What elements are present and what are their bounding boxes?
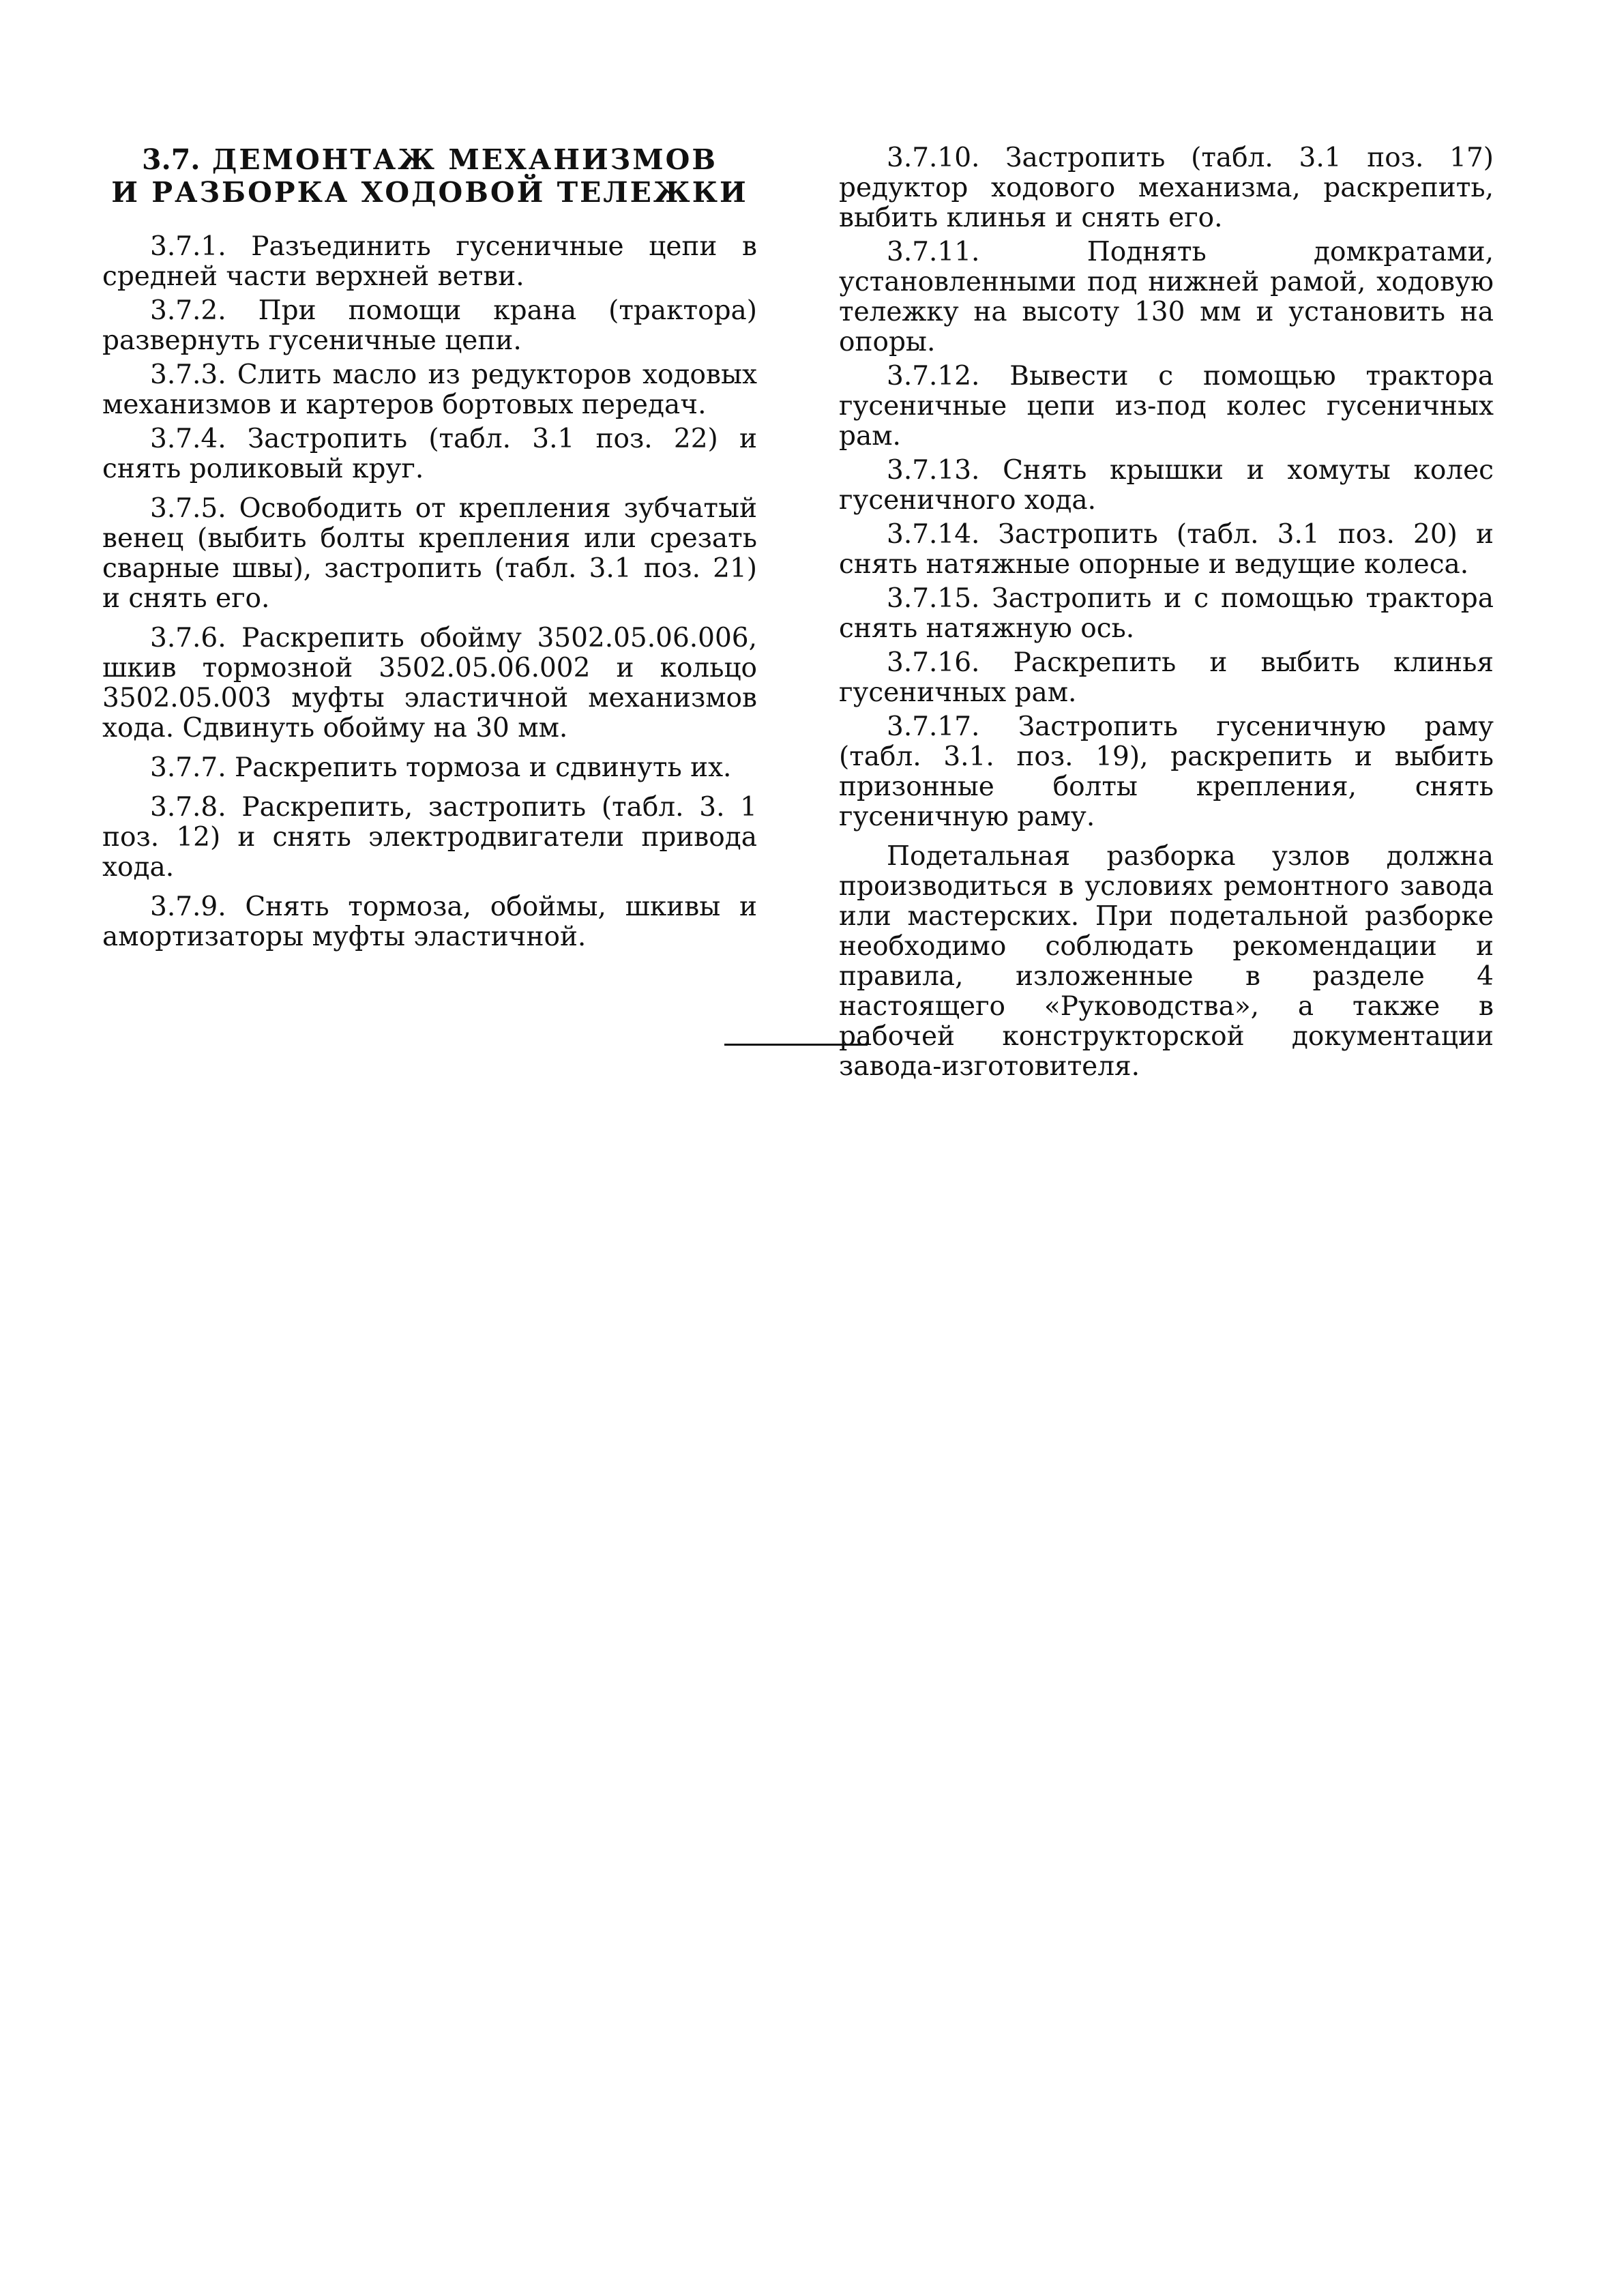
paragraph-3-7-7: 3.7.7. Раскрепить тормоза и сдвинуть их. [150, 752, 732, 783]
paragraph-3-7-17: 3.7.17. Застропить гусеничную раму (табл. 3.1. поз. 19), раскрепить и выбить призонные болты крепления, снять гусеничную раму. [839, 711, 1494, 832]
paragraph-3-7-1: 3.7.1. Разъединить гусеничные цепи в средней части верхней ветви. [102, 231, 757, 292]
paragraph-3-7-14: 3.7.14. Застропить (табл. 3.1 поз. 20) и снять натяжные опорные и ведущие колеса. [839, 519, 1494, 580]
paragraph-3-7-4: 3.7.4. Застропить (табл. 3.1 поз. 22) и снять роликовый круг. [102, 424, 757, 484]
paragraph-3-7-12: 3.7.12. Вывести с помощью трактора гусеничные цепи из-под колес гусеничных рам. [839, 361, 1494, 452]
paragraph-3-7-11: 3.7.11. Поднять домкратами, установленными под нижней рамой, ходовую тележку на высоту 130 мм и установить на опоры. [839, 237, 1494, 357]
paragraph-3-7-5: 3.7.5. Освободить от крепления зубчатый венец (выбить болты крепления или срезать сварные швы), застропить (табл. 3.1 поз. 21) и снять его. [102, 493, 757, 614]
paragraph-3-7-16: 3.7.16. Раскрепить и выбить клинья гусеничных рам. [839, 647, 1494, 708]
paragraph-3-7-8: 3.7.8. Раскрепить, застропить (табл. 3. 1 поз. 12) и снять электродвигатели привода хода. [102, 792, 757, 883]
paragraph-3-7-10: 3.7.10. Застропить (табл. 3.1 поз. 17) редуктор ходового механизма, раскрепить, выбить клинья и снять его. [839, 143, 1494, 233]
paragraph-3-7-15: 3.7.15. Застропить и с помощью трактора снять натяжную ось. [839, 583, 1494, 644]
section-number: 3.7. [141, 143, 201, 176]
paragraph-3-7-6: 3.7.6. Раскрепить обойму 3502.05.06.006, шкив тормозной 3502.05.06.002 и кольцо 3502.05.003 муфты эластичной механизмов хода. Сдвинуть обойму на 30 мм. [102, 623, 757, 744]
right-column [839, 143, 1494, 1086]
section-heading-line-1 [102, 143, 757, 176]
paragraph-disassembly-note: Подетальная разборка узлов должна производиться в условиях ремонтного завода или мастерских. При подетальной разборке необходимо соблюдать рекомендации и правила, изложенные в разделе 4 настоящего «Руководства», а также в рабочей конструкторской документации завода-изготовителя. [839, 841, 1494, 1082]
paragraph-3-7-2: 3.7.2. При помощи крана (трактора) развернуть гусеничные цепи. [102, 295, 757, 356]
left-column [102, 143, 757, 956]
section-title-line-1: ДЕМОНТАЖ МЕХАНИЗМОВ [211, 143, 718, 176]
paragraph-3-7-3: 3.7.3. Слить масло из редукторов ходовых механизмов и картеров бортовых передач. [102, 359, 757, 420]
section-end-rule [724, 1044, 868, 1046]
paragraph-3-7-13: 3.7.13. Снять крышки и хомуты колес гусеничного хода. [839, 455, 1494, 516]
section-heading [102, 143, 757, 209]
section-title-line-2: И РАЗБОРКА ХОДОВОЙ ТЕЛЕЖКИ [111, 176, 748, 209]
paragraph-3-7-9: 3.7.9. Снять тормоза, обоймы, шкивы и амортизаторы муфты эластичной. [102, 892, 757, 952]
